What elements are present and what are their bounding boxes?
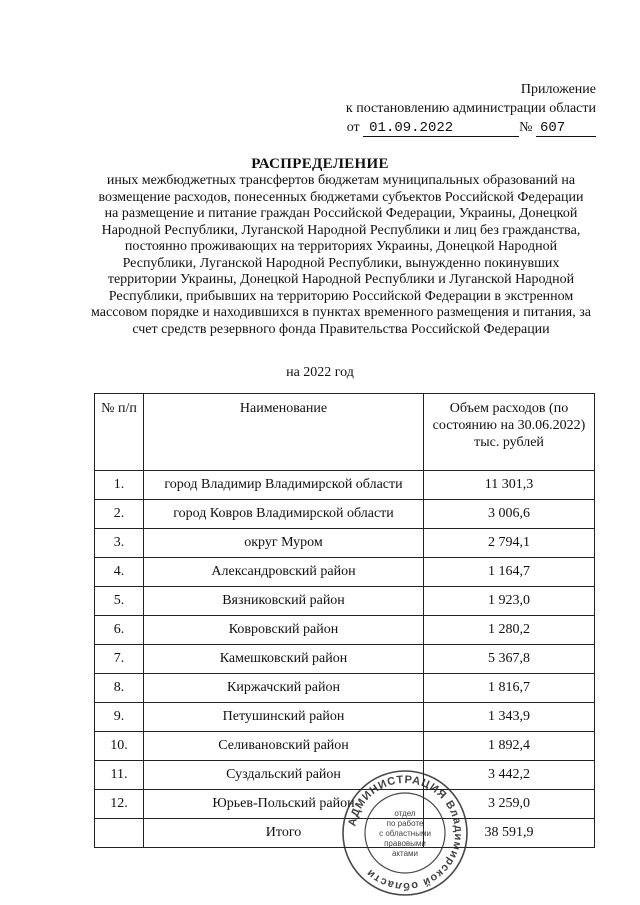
- header-num: № п/п: [95, 394, 144, 471]
- row-name: Александровский район: [144, 558, 424, 587]
- row-name: Юрьев-Польский район: [144, 790, 424, 819]
- document-year: на 2022 год: [286, 365, 354, 380]
- row-value: 3 442,2: [424, 761, 595, 790]
- appendix-resolution: к постановлению администрации области: [345, 101, 596, 116]
- row-num: 11.: [95, 761, 144, 790]
- row-num: 5.: [95, 587, 144, 616]
- header-value: Объем расходов (по состоянию на 30.06.2022) тыс. рублей: [424, 394, 595, 471]
- stamp-line-5: актами: [391, 849, 419, 858]
- row-name: Камешковский район: [144, 645, 424, 674]
- resolution-date: 01.09.2022: [363, 121, 519, 137]
- table-row: [95, 674, 595, 703]
- row-value: 1 343,9: [424, 703, 595, 732]
- row-num: 8.: [95, 674, 144, 703]
- row-num: 4.: [95, 558, 144, 587]
- row-name: округ Муром: [144, 529, 424, 558]
- official-stamp: [340, 768, 470, 898]
- row-num: 2.: [95, 500, 144, 529]
- row-num: 7.: [95, 645, 144, 674]
- stamp-line-2: по работе: [386, 819, 424, 828]
- resolution-number: 607: [536, 121, 596, 137]
- row-value: 1 816,7: [424, 674, 595, 703]
- stamp-ring-text: АДМИНИСТРАЦИЯ Владимирской области: [346, 773, 465, 893]
- row-name: город Владимир Владимирской области: [144, 471, 424, 500]
- number-label: №: [519, 120, 533, 135]
- table-row: [95, 558, 595, 587]
- appendix-date-number: [346, 118, 596, 137]
- stamp-line-3: с областными: [379, 829, 431, 838]
- document-title: РАСПРЕДЕЛЕНИЕ: [251, 156, 389, 172]
- row-name: Селивановский район: [144, 732, 424, 761]
- row-name: Суздальский район: [144, 761, 424, 790]
- row-name: Вязниковский район: [144, 587, 424, 616]
- table-row: [95, 471, 595, 500]
- row-value: 5 367,8: [424, 645, 595, 674]
- total-label: Итого: [144, 819, 424, 848]
- row-name: город Ковров Владимирской области: [144, 500, 424, 529]
- table-row: [95, 529, 595, 558]
- row-num: 1.: [95, 471, 144, 500]
- row-value: 3 259,0: [424, 790, 595, 819]
- row-num: 12.: [95, 790, 144, 819]
- row-value: 1 164,7: [424, 558, 595, 587]
- row-name: Петушинский район: [144, 703, 424, 732]
- total-value: 38 591,9: [424, 819, 595, 848]
- table-row: [95, 500, 595, 529]
- row-name: Киржачский район: [144, 674, 424, 703]
- appendix-block: [346, 80, 596, 137]
- row-name: Ковровский район: [144, 616, 424, 645]
- table-row: [95, 732, 595, 761]
- table-row: [95, 616, 595, 645]
- row-num: 10.: [95, 732, 144, 761]
- row-value: 11 301,3: [424, 471, 595, 500]
- row-value: 2 794,1: [424, 529, 595, 558]
- table-row: [95, 645, 595, 674]
- row-value: 1 923,0: [424, 587, 595, 616]
- appendix-title: Приложение: [520, 82, 596, 97]
- total-num-cell: [95, 819, 144, 848]
- document-description: иных межбюджетных трансфертов бюджетам муниципальных образований на возмещение расходов, понесенных бюджетами субъектов Российской Федерации на размещение и питание граждан Российской Федерации, Украины, Донецкой Народной Республики, Луганской Народной Республики и лиц без гражданства, постоянно проживающих на территориях Украины, Донецкой Народной Республики, Луганской Народной Республики, вынужденно покинувших территории Украины, Донецкой Народной Республики и Луганской Народной Республики, прибывших на территорию Российской Федерации в экстренном массовом порядке и находившихся в пунктах временного размещения и питания, за счет средств резервного фонда Правительства Российской Федерации: [91, 173, 591, 337]
- row-value: 1 280,2: [424, 616, 595, 645]
- from-label: от: [346, 120, 360, 135]
- stamp-line-4: правовыми: [384, 839, 426, 848]
- table-header-row: [95, 394, 595, 471]
- row-value: 3 006,6: [424, 500, 595, 529]
- row-num: 3.: [95, 529, 144, 558]
- row-num: 6.: [95, 616, 144, 645]
- row-num: 9.: [95, 703, 144, 732]
- row-value: 1 892,4: [424, 732, 595, 761]
- table-row: [95, 587, 595, 616]
- header-name: Наименование: [144, 394, 424, 471]
- stamp-line-1: отдел: [394, 809, 416, 818]
- table-row: [95, 703, 595, 732]
